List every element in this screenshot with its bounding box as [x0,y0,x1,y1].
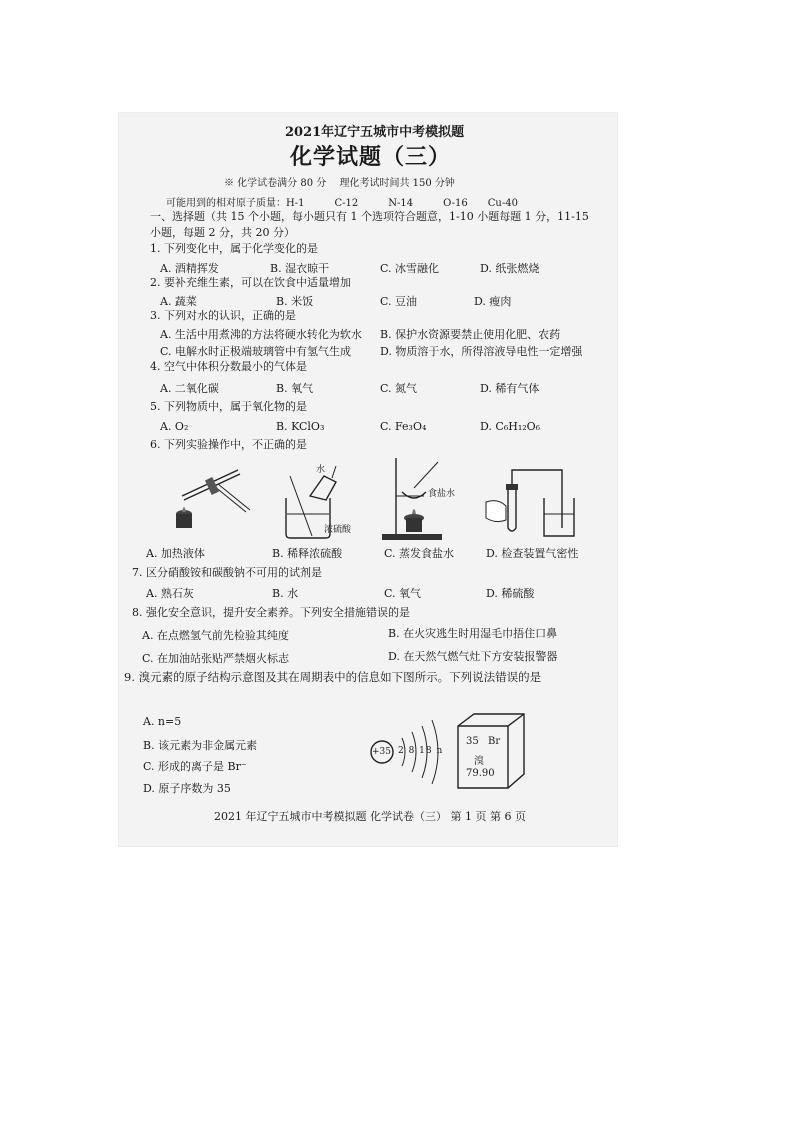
q7-option-b: B. 水 [272,587,299,600]
question-8-stem: 8. 强化安全意识，提升安全素养。下列安全措施错误的是 [132,606,410,619]
q6-option-c: C. 蒸发食盐水 [384,547,455,560]
exam-title: 2021年辽宁五城市中考模拟题 [285,125,465,140]
q1-option-a: A. 酒精挥发 [160,262,219,275]
element-symbol: Br [488,736,501,747]
q6-option-a: A. 加热液体 [146,547,205,560]
q4-option-d: D. 稀有气体 [480,382,540,395]
question-4-stem: 4. 空气中体积分数最小的气体是 [150,360,307,373]
q4-option-b: B. 氧气 [276,382,314,395]
salt-water-label: 食盐水 [428,489,456,499]
element-name: 溴 [474,756,484,767]
element-number: 35 [466,736,479,747]
q5-option-b: B. KClO₃ [276,420,325,433]
question-5-stem: 5. 下列物质中，属于氧化物的是 [150,400,307,413]
periodic-cell [450,712,530,792]
subject-title: 化学试题（三） [290,144,452,170]
q7-option-c: C. 氧气 [384,587,422,600]
q4-option-a: A. 二氧化碳 [160,382,219,395]
q2-option-a: A. 蔬菜 [160,295,197,308]
q8-option-d: D. 在天然气燃气灶下方安装报警器 [388,650,558,663]
section-heading-cont: 小题，每题 2 分，共 20 分） [150,226,295,239]
q7-option-d: D. 稀硫酸 [486,587,535,600]
heating-liquid-figure [160,456,260,536]
question-3-stem: 3. 下列对水的认识，正确的是 [150,309,296,322]
q2-option-b: B. 米饭 [276,295,314,308]
q9-option-c: C. 形成的离子是 Br⁻ [143,760,247,773]
question-7-stem: 7. 区分硝酸铵和碳酸钠不可用的试剂是 [132,566,322,579]
q6-option-d: D. 检查装置气密性 [486,547,579,560]
q5-option-a: A. O₂ [160,420,189,433]
q3-option-c: C. 电解水时正极端玻璃管中有氢气生成 [160,345,352,358]
atom-shells: 2 8 18 n [398,746,444,756]
q3-option-a: A. 生活中用煮沸的方法将硬水转化为软水 [160,328,362,341]
q5-option-c: C. Fe₃O₄ [380,420,427,433]
section-heading: 一、选择题（共 15 个小题，每小题只有 1 个选项符合题意，1-10 小题每题 1 分，11-15 [150,210,589,223]
element-mass: 79.90 [466,768,495,779]
q1-option-d: D. 纸张燃烧 [480,262,540,275]
q9-option-d: D. 原子序数为 35 [143,782,231,795]
page-footer: 2021 年辽宁五城市中考模拟题 化学试卷（三） 第 1 页 第 6 页 [214,810,526,823]
q8-option-c: C. 在加油站张贴严禁烟火标志 [142,652,290,665]
q9-option-a: A. n=5 [143,715,182,728]
question-2-stem: 2. 要补充维生素，可以在饮食中适量增加 [150,276,351,289]
question-9-stem: 9. 溴元素的原子结构示意图及其在周期表中的信息如下图所示。下列说法错误的是 [124,670,542,684]
q6-option-b: B. 稀释浓硫酸 [272,547,343,560]
q1-option-c: C. 冰雪融化 [380,262,440,275]
q8-option-a: A. 在点燃氢气前先检验其纯度 [142,629,289,642]
q3-option-d: D. 物质溶于水，所得溶液导电性一定增强 [380,345,583,358]
question-1-stem: 1. 下列变化中，属于化学变化的是 [150,242,318,255]
q8-option-b: B. 在火灾逃生时用湿毛巾捂住口鼻 [388,627,558,640]
question-6-stem: 6. 下列实验操作中，不正确的是 [150,438,307,451]
q1-option-b: B. 湿衣晾干 [270,262,330,275]
score-note: ※ 化学试卷满分 80 分 理化考试时间共 150 分钟 [224,178,455,189]
acid-label: 浓硫酸 [324,525,352,535]
q2-option-d: D. 瘦肉 [474,295,512,308]
q5-option-d: D. C₆H₁₂O₆ [480,420,541,433]
q3-option-b: B. 保护水资源要禁止使用化肥、农药 [380,328,561,341]
air-tightness-figure [482,458,582,542]
atom-nucleus: +35 [372,747,391,757]
q2-option-c: C. 豆油 [380,295,418,308]
atomic-masses: 可能用到的相对原子质量：H-1 C-12 N-14 O-16 Cu-40 [166,198,518,209]
q7-option-a: A. 熟石灰 [146,587,194,600]
q9-option-b: B. 该元素为非金属元素 [143,739,258,752]
water-label: 水 [316,465,326,475]
q4-option-c: C. 氮气 [380,382,418,395]
